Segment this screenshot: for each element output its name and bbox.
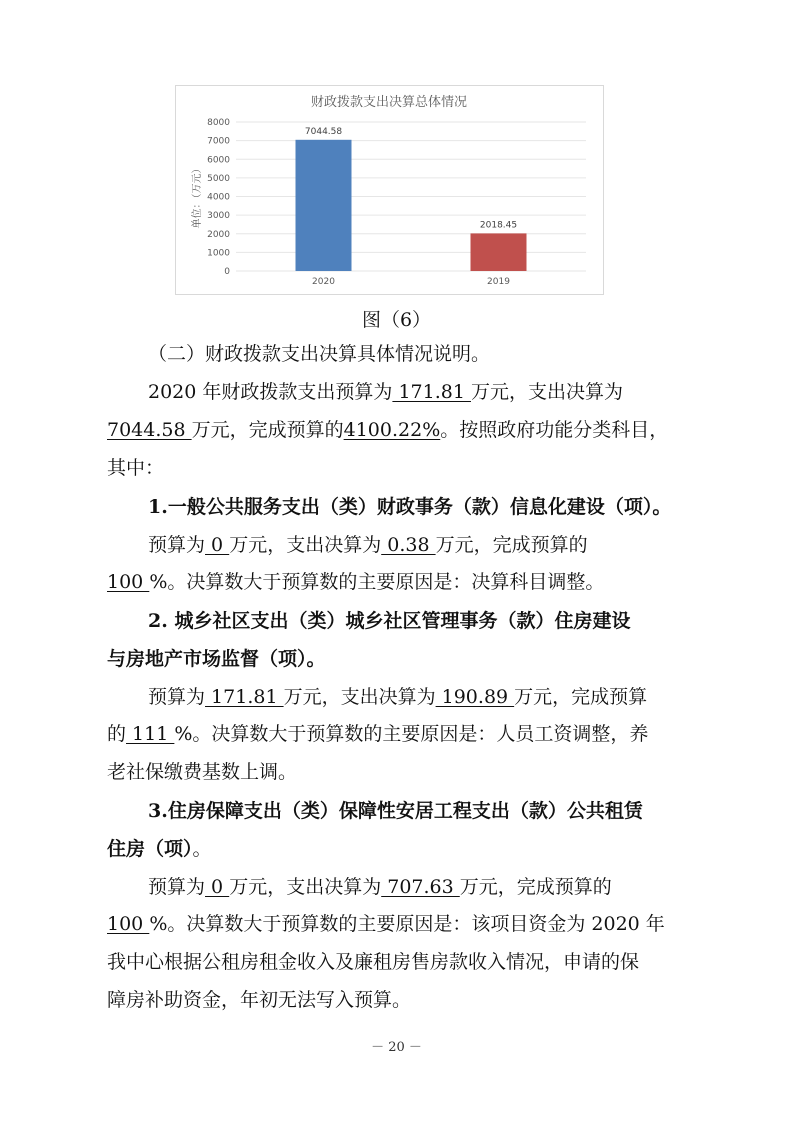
item1-text: %。决算数大于预算数的主要原因是：决算科目调整。 — [149, 571, 605, 593]
figure-caption: 图（6） — [361, 309, 432, 331]
item1-rate: 100 — [107, 571, 150, 593]
item2-text: 的 — [107, 723, 127, 745]
item2-line-3: 老社保缴费基数上调。 — [107, 761, 298, 783]
item1-line-2 — [107, 570, 604, 594]
item2-line-1 — [148, 685, 647, 709]
actual-value: 7044.58 — [107, 419, 192, 441]
item2-rate: 111 — [126, 723, 175, 745]
item1-title: 1.一般公共服务支出（类）财政事务（款）信息化建设（项）。 — [148, 496, 672, 518]
item2-line-2 — [107, 722, 648, 746]
item3-text: %。决算数大于预算数的主要原因是：该项目资金为 2020 年 — [149, 913, 665, 935]
y-tick-label: 4000 — [207, 192, 230, 203]
item3-line-1 — [148, 875, 612, 899]
item2-text: %。决算数大于预算数的主要原因是：人员工资调整，养 — [174, 723, 649, 745]
item2-text: 万元，完成预算 — [514, 686, 648, 708]
item3-title-period: 。 — [192, 838, 212, 860]
item3-text: 预算为 — [148, 876, 206, 898]
item1-text: 万元，完成预算的 — [435, 534, 588, 556]
chart-svg — [176, 86, 603, 294]
item3-rate: 100 — [107, 913, 150, 935]
item3-title-1: 3.住房保障支出（类）保障性安居工程支出（款）公共租赁 — [148, 800, 643, 822]
item3-title-2 — [107, 837, 212, 861]
item1-budget: 0 — [205, 534, 230, 556]
page-number: － 20 － — [371, 1040, 422, 1055]
budget-value: 171.81 — [392, 381, 471, 403]
item3-actual: 707.63 — [381, 876, 460, 898]
bar-2020 — [296, 140, 352, 271]
item3-title-text: 住房（项） — [107, 838, 193, 860]
item2-title-1: 2. 城乡社区支出（类）城乡社区管理事务（款）住房建设 — [148, 610, 631, 632]
intro-line-2 — [107, 418, 668, 442]
item1-text: 预算为 — [148, 534, 206, 556]
bar-2019 — [471, 233, 527, 271]
x-tick-label: 2019 — [487, 277, 510, 287]
item3-budget: 0 — [205, 876, 230, 898]
item3-line-3: 我中心根据公租房租金收入及廉租房售房款收入情况，申请的保 — [107, 951, 640, 973]
bar-value-label: 2018.45 — [479, 220, 518, 231]
y-tick-label: 5000 — [207, 173, 230, 184]
item3-line-2 — [107, 912, 665, 936]
item2-title-2: 与房地产市场监督（项）。 — [107, 648, 326, 670]
item3-text: 万元，完成预算的 — [459, 876, 612, 898]
y-axis-label: 单位：（万元） — [192, 163, 203, 229]
y-tick-label: 8000 — [207, 118, 230, 128]
y-tick-label: 3000 — [207, 211, 230, 222]
item2-text: 预算为 — [148, 686, 206, 708]
x-tick-label: 2020 — [312, 277, 335, 287]
completion-rate: 4100.22% — [343, 419, 441, 441]
item2-text: 万元，支出决算为 — [283, 686, 436, 708]
chart-title: 财政拨款支出决算总体情况 — [310, 95, 468, 110]
section-heading: （二）财政拨款支出决算具体情况说明。 — [148, 343, 491, 365]
intro-text: 。按照政府功能分类科目， — [440, 419, 669, 441]
y-tick-label: 6000 — [207, 155, 230, 166]
item1-actual: 0.38 — [381, 534, 436, 556]
budget-overview-chart — [175, 85, 604, 295]
item2-budget: 171.81 — [205, 686, 284, 708]
intro-text: 万元，支出决算为 — [470, 381, 623, 403]
item1-line-1 — [148, 533, 588, 557]
y-tick-label: 7000 — [207, 136, 230, 147]
y-tick-label: 1000 — [207, 248, 230, 259]
item3-text: 万元，支出决算为 — [229, 876, 382, 898]
intro-text: 2020 年财政拨款支出预算为 — [148, 381, 393, 403]
bar-value-label: 7044.58 — [304, 126, 343, 137]
intro-text: 万元，完成预算的 — [191, 419, 344, 441]
intro-line-1 — [148, 380, 623, 404]
y-tick-label: 2000 — [207, 229, 230, 240]
intro-line-3: 其中： — [107, 457, 165, 479]
item2-actual: 190.89 — [435, 686, 515, 708]
item1-text: 万元，支出决算为 — [229, 534, 382, 556]
item3-line-4: 障房补助资金，年初无法写入预算。 — [107, 989, 412, 1011]
y-tick-label: 0 — [224, 267, 230, 277]
